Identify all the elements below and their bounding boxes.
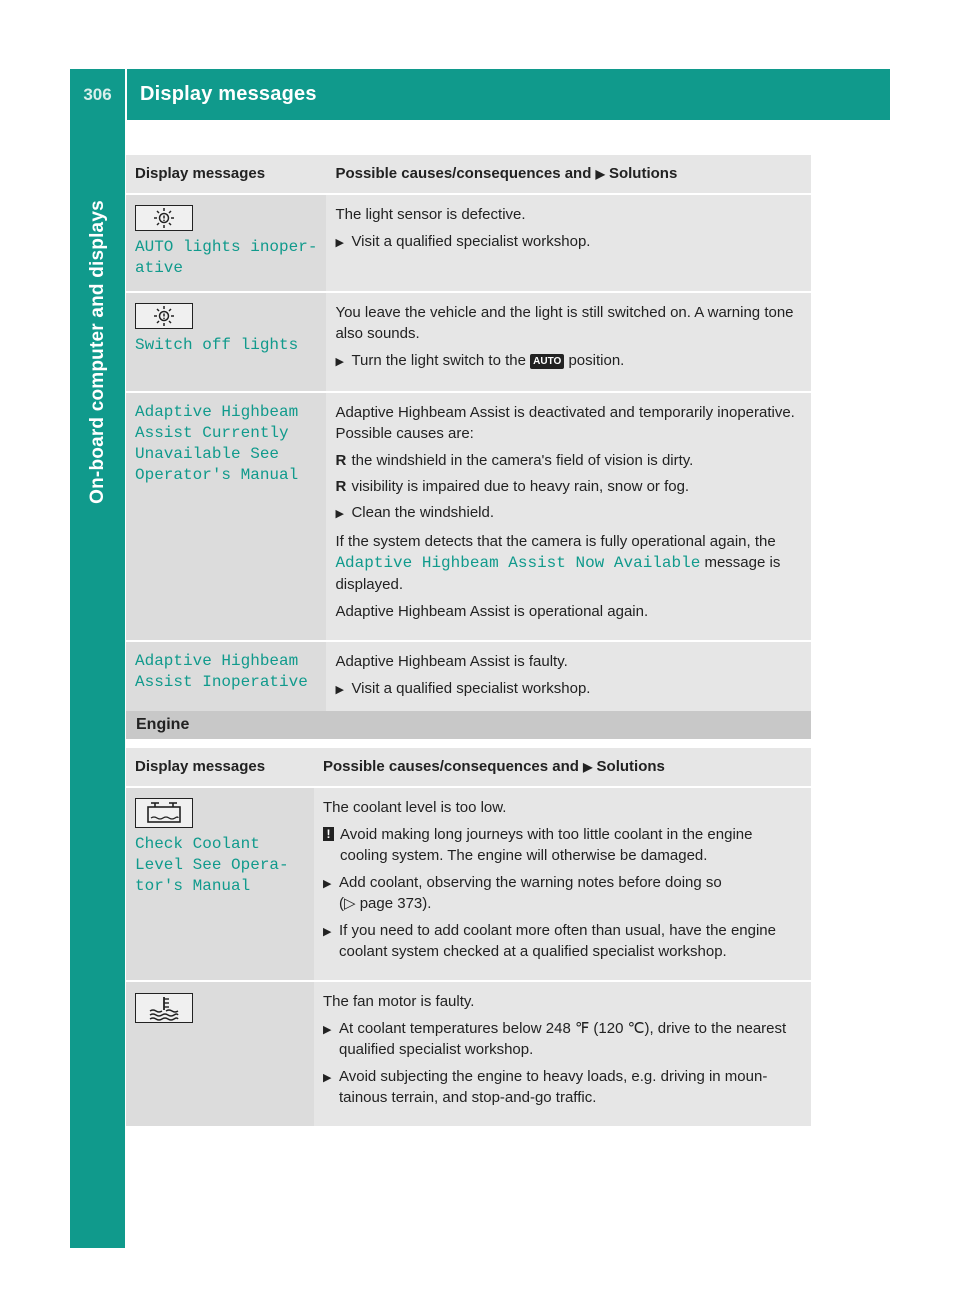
- solution-cell: [326, 393, 811, 642]
- section-title-engine: Engine: [126, 711, 811, 739]
- cause-text: The fan motor is faulty.: [323, 993, 475, 1010]
- coolant-level-icon: [135, 798, 193, 828]
- step-item: ▶ Turn the light switch to the AUTO position.: [335, 350, 803, 373]
- table-row: [126, 642, 811, 721]
- cause-text: You leave the vehicle and the light is still switched on. A warning tone also sounds.: [335, 304, 794, 342]
- display-messages-table-lights: [126, 155, 811, 721]
- step-item: ▶ Clean the windshield.: [335, 502, 803, 525]
- step-item: ▶ Avoid subjecting the engine to heavy loads, e.g. driving in mountainous terrain, and stop-and-go traffic.: [323, 1068, 768, 1106]
- bullet-item: R visibility is impaired due to heavy rain, snow or fog.: [335, 478, 690, 495]
- step-arrow-icon: ▶: [335, 508, 344, 520]
- col-header-display-messages: Display messages: [126, 748, 314, 788]
- step-item: ▶ If you need to add coolant more often than usual, have the engine coolant system checked at a qualified specialist workshop.: [323, 922, 776, 960]
- col-header-causes-text: Possible causes/consequences and: [323, 758, 579, 775]
- solution-cell: [326, 195, 811, 293]
- display-message: Check Coolant Level See Opera‐ tor's Manual: [135, 835, 289, 895]
- display-message: Adaptive Highbeam Assist Inoperative: [135, 652, 308, 691]
- table-row: [126, 393, 811, 642]
- note-text: If the system detects that the camera is fully operational again, the Adaptive Highbeam Assist Now Available message is displayed.: [335, 533, 781, 593]
- step-arrow-icon: ▶: [323, 878, 332, 890]
- coolant-temperature-icon: [135, 993, 193, 1023]
- step-arrow-icon: ▶: [335, 237, 344, 249]
- step-arrow-icon: ▶: [323, 926, 332, 938]
- display-messages-table-engine: [126, 748, 811, 1128]
- table-row: [126, 293, 811, 393]
- cause-text: Adaptive Highbeam Assist is deactivated and temporarily inoperative. Possible causes are:: [335, 404, 795, 442]
- side-tab-label: On-board computer and displays: [87, 200, 108, 504]
- arrow-icon: ▶: [595, 167, 605, 181]
- message-cell: [126, 293, 326, 393]
- light-sensor-icon: [135, 303, 193, 329]
- display-message: Switch off lights: [135, 336, 299, 354]
- step-arrow-icon: ▶: [335, 684, 344, 696]
- step-item: ▶ Add coolant, observing the warning notes before doing so (▷ page 373).: [323, 874, 722, 912]
- step-arrow-icon: ▶: [323, 1072, 332, 1084]
- table-row: [126, 195, 811, 293]
- col-header-causes: [326, 155, 811, 195]
- col-header-display-messages: Display messages: [126, 155, 326, 195]
- warning-note: ! Avoid making long journeys with too little coolant in the engine cooling system. The engine will otherwise be damaged.: [323, 824, 803, 866]
- auto-light-icon: AUTO: [530, 354, 564, 369]
- col-header-causes: [314, 748, 811, 788]
- table-row: [126, 982, 811, 1128]
- col-header-solutions-text: Solutions: [596, 758, 665, 775]
- cause-text: The coolant level is too low.: [323, 799, 507, 816]
- arrow-icon: ▶: [583, 760, 593, 774]
- message-cell: [126, 642, 326, 721]
- cause-text: The light sensor is defective.: [335, 206, 526, 223]
- page-header: [70, 69, 890, 120]
- message-cell: [126, 195, 326, 293]
- note-text: Adaptive Highbeam Assist is operational again.: [335, 603, 649, 620]
- cause-text: Adaptive Highbeam Assist is faulty.: [335, 653, 568, 670]
- message-cell: [126, 982, 314, 1128]
- display-message: AUTO lights inoper‐ ative: [135, 238, 318, 277]
- step-item: ▶ At coolant temperatures below 248 ℉ (120 ℃), drive to the nearest qualified specialist workshop.: [323, 1020, 787, 1058]
- solution-cell: [314, 788, 811, 982]
- step-item: ▶ Visit a qualified specialist workshop.: [335, 678, 803, 701]
- col-header-solutions-text: Solutions: [608, 165, 678, 182]
- message-cell: [126, 393, 326, 642]
- step-item: ▶ Visit a qualified specialist workshop.: [335, 231, 803, 254]
- bullet-item: R the windshield in the camera's field of vision is dirty.: [335, 452, 694, 469]
- table-row: [126, 788, 811, 982]
- warning-icon: !: [323, 827, 334, 841]
- message-cell: [126, 788, 314, 982]
- step-arrow-icon: ▶: [335, 356, 344, 368]
- page-title: Display messages: [140, 83, 317, 105]
- table-header-row: [126, 748, 811, 788]
- table-header-row: [126, 155, 811, 195]
- solution-cell: [326, 293, 811, 393]
- display-message: Adaptive Highbeam Assist Currently Unavailable See Operator's Manual: [135, 403, 299, 484]
- solution-cell: [326, 642, 811, 721]
- col-header-causes-text: Possible causes/consequences and: [335, 165, 592, 182]
- step-arrow-icon: ▶: [323, 1024, 332, 1036]
- page-number: 306: [83, 84, 112, 104]
- light-sensor-icon: [135, 205, 193, 231]
- solution-cell: [314, 982, 811, 1128]
